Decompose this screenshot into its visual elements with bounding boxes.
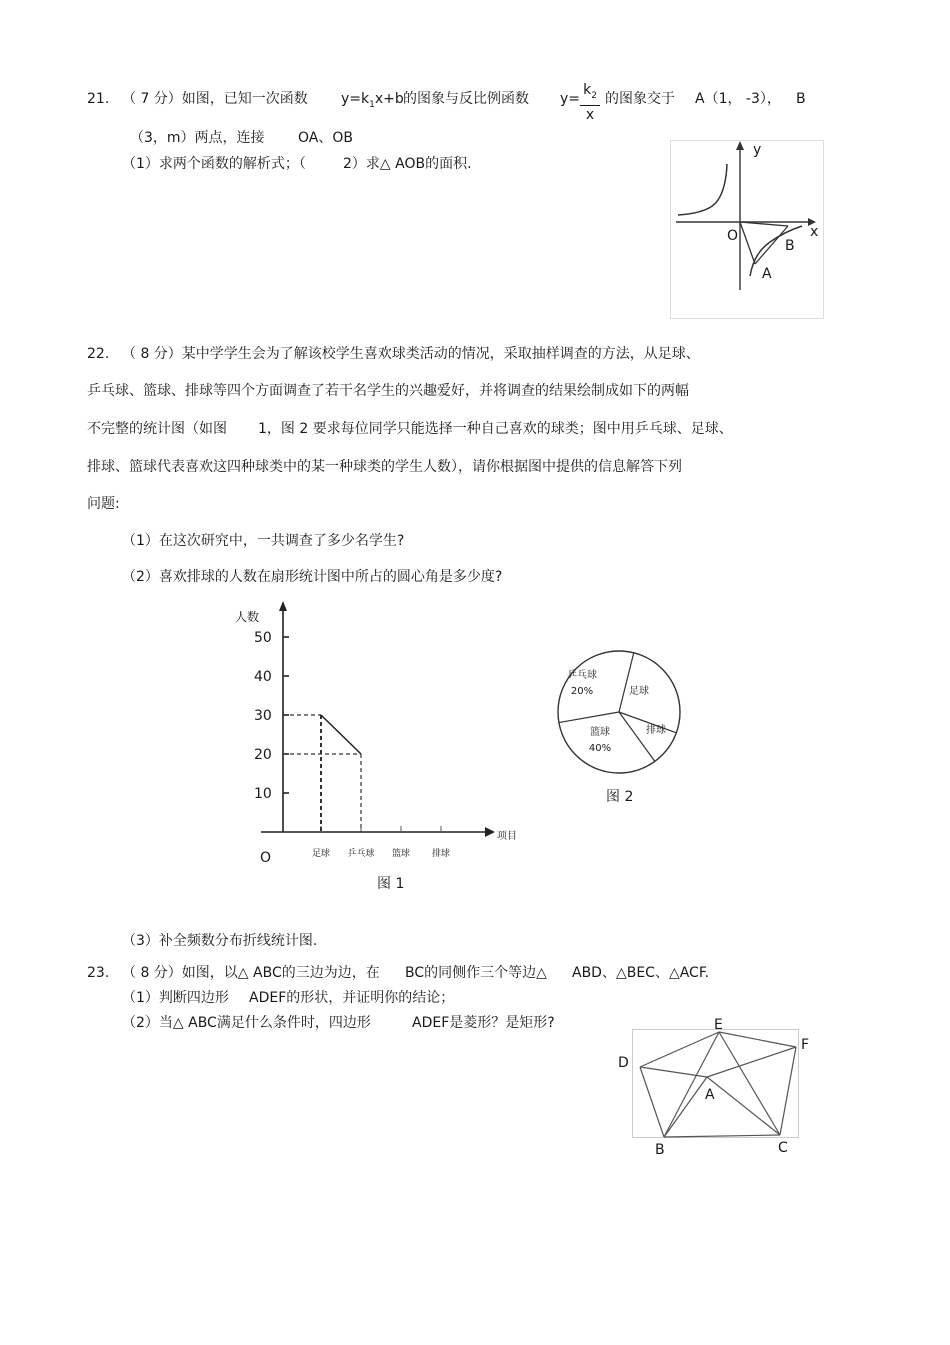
- chart1-origin: O: [260, 850, 272, 866]
- q21-yeq: y=: [560, 91, 581, 107]
- q23-seg-af: [707, 1047, 796, 1077]
- q21-figure-frame: [671, 141, 824, 319]
- q23-sub-2a: （2）当△ ABC满足什么条件时，四边形: [122, 1015, 371, 1031]
- q21-label-a: A: [762, 266, 772, 282]
- chart1-series-line: [321, 715, 361, 754]
- q21-linear-func: $y=k_1x+b$: [341, 91, 404, 110]
- chart1-ytick-label-4: 50: [254, 630, 272, 646]
- chart1-xtick-label-3: 排球: [431, 849, 451, 859]
- chart1-ylabel: 人数: [235, 610, 260, 624]
- q23-seg-ec: [719, 1032, 780, 1135]
- q21-text-1: （ 7 分）如图，已知一次函数: [122, 91, 308, 107]
- chart1-ytick-label-3: 40: [254, 669, 272, 685]
- chart1-x-arrow: [485, 827, 495, 837]
- q22-line-5: 问题:: [87, 496, 120, 512]
- chart1-xtick-label-1: 乒乓球: [347, 849, 375, 859]
- q23-line-1c: ABD、△BEC、△ACF.: [572, 965, 710, 981]
- q21-text-3: 的图象交于: [605, 91, 675, 107]
- q23-label-c: C: [778, 1140, 788, 1156]
- q21-text-2: 的图象与反比例函数: [403, 91, 529, 107]
- q21-line-ab: [755, 226, 788, 264]
- q22-pie-chart: [552, 645, 686, 779]
- chart2-slice-label-2: 排球: [646, 725, 666, 736]
- q23-sub-1b: ADEF的形状，并证明你的结论；: [249, 990, 455, 1006]
- q23-seg-bc: [664, 1135, 780, 1137]
- chart1-ytick-label-0: 10: [254, 786, 272, 802]
- q21-label-o: O: [727, 228, 739, 244]
- q22-line-3b: 1，图 2 要求每位同学只能选择一种自己喜欢的球类；图中用乒乓球、足球、: [258, 421, 733, 437]
- q22-line-3a: 不完整的统计图（如图: [87, 421, 227, 437]
- q23-label-f: F: [801, 1037, 810, 1053]
- chart1-y-arrow: [279, 601, 287, 611]
- q21-y-arrow: [736, 141, 744, 150]
- q23-seg-da: [640, 1067, 707, 1077]
- q23-seg-db: [640, 1067, 664, 1137]
- chart2-slice-label-1: 足球: [629, 686, 649, 697]
- q23-line-1b: BC的同侧作三个等边△: [405, 965, 547, 981]
- chart2-marks: [558, 651, 680, 773]
- chart1-ytick-label-1: 20: [254, 747, 272, 763]
- chart1-xtick-label-2: 篮球: [391, 849, 411, 859]
- q23-seg-ba: [664, 1077, 707, 1137]
- q22-sub-1: （1）在这次研究中，一共调查了多少名学生?: [122, 533, 405, 549]
- q21-segment-oa: [740, 222, 755, 264]
- q21-number: 21.: [87, 91, 110, 107]
- q21-line-2: （3，m）两点，连接: [130, 130, 265, 146]
- q21-fraction: $k_2$ x: [580, 82, 600, 123]
- q22-sub-2: （2）喜欢排球的人数在扇形统计图中所占的圆心角是多少度?: [122, 569, 503, 585]
- q23-figure: [612, 1015, 822, 1160]
- q23-seg-ef: [719, 1032, 796, 1047]
- q21-oa-ob: OA、OB: [298, 130, 353, 146]
- q21-label-b: B: [785, 238, 795, 254]
- q23-number: 23.: [87, 965, 110, 981]
- q22-sub-3: （3）补全频数分布折线统计图.: [122, 933, 318, 949]
- q21-label-x: x: [810, 224, 819, 240]
- q23-seg-be: [664, 1032, 719, 1137]
- q21-point-a: A（1， -3），: [695, 91, 781, 107]
- q23-label-e: E: [714, 1017, 723, 1033]
- q22-line-4: 排球、篮球代表喜欢这四种球类中的某一种球类的学生人数），请你根据图中提供的信息解答下列: [87, 459, 682, 475]
- chart2-slice-label-0: 乒乓球: [567, 670, 597, 681]
- q21-point-b: B: [796, 91, 806, 107]
- q23-seg-fc: [780, 1047, 796, 1135]
- q21-sub-1: （1）求两个函数的解析式；（: [122, 156, 306, 172]
- chart1-ytick-label-2: 30: [254, 708, 272, 724]
- chart1-xtick-label-0: 足球: [311, 849, 331, 859]
- q23-label-a: A: [705, 1087, 715, 1103]
- q23-label-b: B: [655, 1142, 665, 1158]
- q21-hyperbola-upper: [678, 164, 727, 215]
- q22-fig1-caption: 图 1: [377, 876, 405, 892]
- q23-seg-de: [640, 1032, 719, 1067]
- q23-sub-2b: ADEF是菱形？是矩形?: [412, 1015, 555, 1031]
- q23-seg-ac: [707, 1077, 780, 1135]
- chart2-slice-label-3: 篮球: [590, 727, 610, 738]
- chart1-xlabel: 项目: [497, 831, 517, 842]
- q23-sub-1a: （1）判断四边形: [122, 990, 229, 1006]
- q21-label-y: y: [753, 142, 762, 158]
- q21-sub-2: 2）求△ AOB的面积.: [343, 156, 472, 172]
- q22-line-chart: [225, 595, 535, 895]
- q21-figure: [670, 138, 826, 320]
- chart2-slice-percent-3: 40%: [588, 743, 612, 754]
- q22-line-2: 乒乓球、篮球、排球等四个方面调查了若干名学生的兴趣爱好，并将调查的结果绘制成如下的两幅: [87, 383, 689, 399]
- q23-label-d: D: [618, 1055, 629, 1071]
- q22-number: 22.: [87, 346, 110, 362]
- q23-line-1a: （ 8 分）如图，以△ ABC的三边为边，在: [122, 965, 380, 981]
- q22-line-1: （ 8 分）某中学学生会为了解该校学生喜欢球类活动的情况，采取抽样调查的方法，从足球、: [122, 346, 700, 362]
- q22-fig2-caption: 图 2: [606, 789, 634, 805]
- chart2-slice-percent-0: 20%: [570, 686, 594, 697]
